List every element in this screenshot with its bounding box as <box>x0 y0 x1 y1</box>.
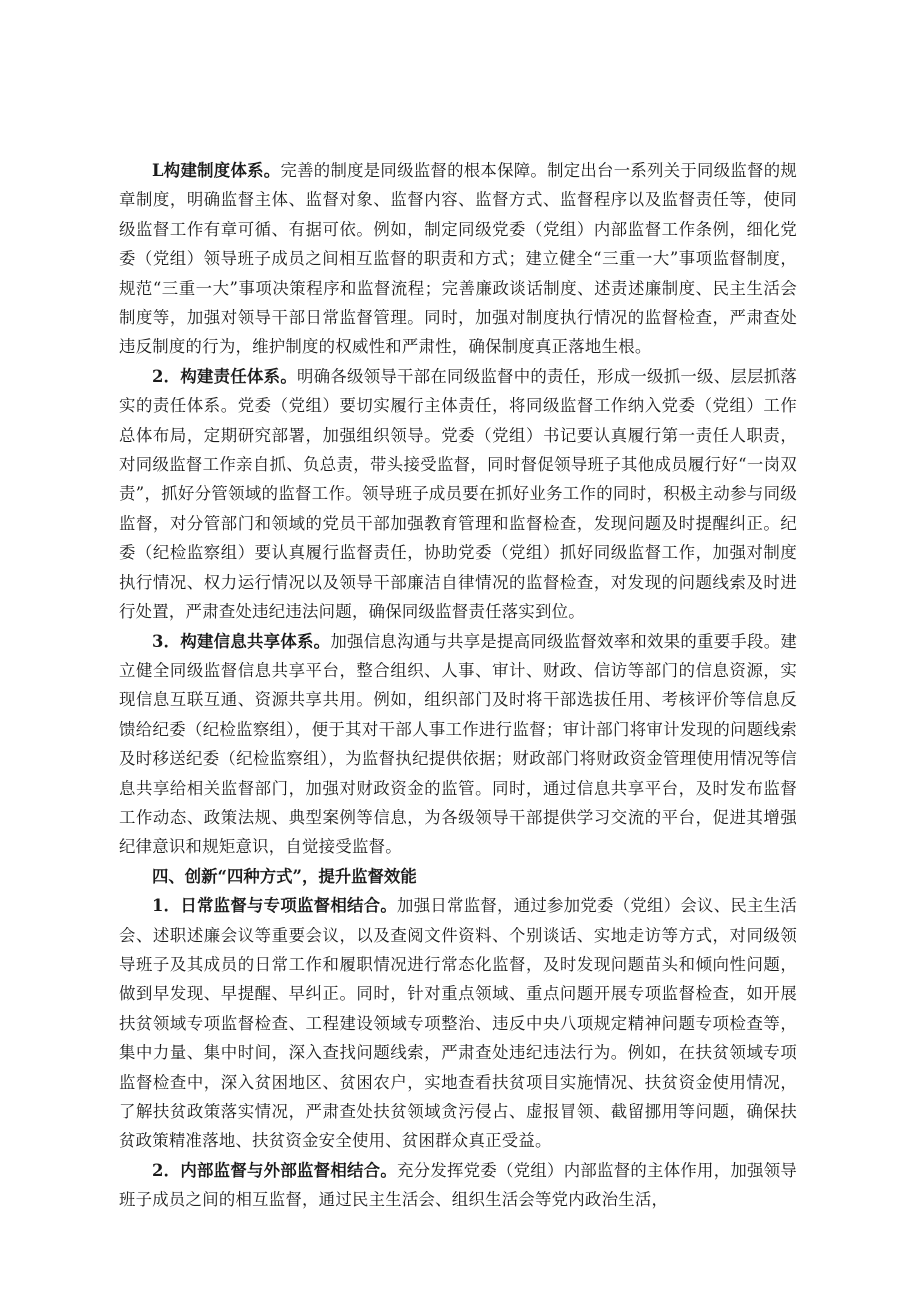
section-heading: 四、创新“四种方式”，提升监督效能 <box>152 866 417 886</box>
paragraph-institution-system <box>119 156 797 362</box>
paragraph-responsibility-system <box>119 362 797 627</box>
paragraph-body: 明确各级领导干部在同级监督中的责任，形成一级抓一级、层层抓落实的责任体系。党委（党组）要切实履行主体责任，将同级监督工作纳入党委（党组）工作总体布局，定期研究部署，加强组织领导。党委（党组）书记要认真履行第一责任人职责，对同级监督工作亲自抓、负总责，带头接受监督，同时督促领导班子其他成员履行好“一岗双责”，抓好分管领域的监督工作。领导班子成员要在抓好业务工作的同时，积极主动参与同级监督，对分管部门和领域的党员干部加强教育管理和监督检查，发现问题及时提醒纠正。纪委（纪检监察组）要认真履行监督责任，协助党委（党组）抓好同级监督工作，加强对制度执行情况、权力运行情况以及领导干部廉洁自律情况的监督检查，对发现的问题线索及时进行处置，严肃查处违纪违法问题，确保同级监督责任落实到位。 <box>119 366 798 622</box>
paragraph-body: 充分发挥党委（党组）内部监督的主体作用，加强领导班子成员之间的相互监督，通过民主生活会、组织生活会等党内政治生活， <box>119 1160 798 1210</box>
paragraph-body: 加强信息沟通与共享是提高同级监督效率和效果的重要手段。建立健全同级监督信息共享平台，整合组织、人事、审计、财政、信访等部门的信息资源，实现信息互联互通、资源共享共用。例如，组织部门及时将干部选拔任用、考核评价等信息反馈给纪委（纪检监察组），便于其对干部人事工作进行监督；审计部门将审计发现的问题线索及时移送纪委（纪检监察组），为监督执纪提供依据；财政部门将财政资金管理使用情况等信息共享给相关监督部门，加强对财政资金的监管。同时，通过信息共享平台，及时发布监督工作动态、政策法规、典型案例等信息，为各级领导干部提供学习交流的平台，促进其增强纪律意识和规矩意识，自觉接受监督。 <box>119 631 798 857</box>
paragraph-lead: L构建制度体系。 <box>152 161 281 180</box>
paragraph-lead: 1．日常监督与专项监督相结合。 <box>152 896 398 916</box>
paragraph-body: 完善的制度是同级监督的根本保障。制定出台一系列关于同级监督的规章制度，明确监督主体、监督对象、监督内容、监督方式、监督程序以及监督责任等，使同级监督工作有章可循、有据可依。例如，制定同级党委（党组）内部监督工作条例，细化党委（党组）领导班子成员之间相互监督的职责和方式；建立健全“三重一大”事项监督制度，规范“三重一大”事项决策程序和监督流程；完善廉政谈话制度、述责述廉制度、民主生活会制度等，加强对领导干部日常监督管理。同时，加强对制度执行情况的监督检查，严肃查处违反制度的行为，维护制度的权威性和严肃性，确保制度真正落地生根。 <box>119 161 798 357</box>
paragraph-lead: 3．构建信息共享体系。 <box>152 631 331 651</box>
paragraph-body: 加强日常监督，通过参加党委（党组）会议、民主生活会、述职述廉会议等重要会议，以及查阅文件资料、个别谈话、实地走访等方式，对同级领导班子及其成员的日常工作和履职情况进行常态化监督，及时发现问题苗头和倾向性问题，做到早发现、早提醒、早纠正。同时，针对重点领域、重点问题开展专项监督检查，如开展扶贫领域专项监督检查、工程建设领域专项整治、违反中央八项规定精神问题专项检查等，集中力量、集中时间，深入查找问题线索，严肃查处违纪违法行为。例如，在扶贫领域专项监督检查中，深入贫困地区、贫困农户，实地查看扶贫项目实施情况、扶贫资金使用情况，了解扶贫政策落实情况，严肃查处扶贫领域贪污侵占、虚报冒领、截留挪用等问题，确保扶贫政策精准落地、扶贫资金安全使用、贫困群众真正受益。 <box>119 896 798 1151</box>
paragraph-lead: 2．构建责任体系。 <box>152 366 298 386</box>
paragraph-lead: 2．内部监督与外部监督相结合。 <box>152 1160 398 1180</box>
paragraph-daily-and-special-supervision <box>119 891 797 1156</box>
paragraph-internal-and-external-supervision <box>119 1156 797 1215</box>
document-page <box>119 156 797 1215</box>
paragraph-information-sharing-system <box>119 627 797 862</box>
